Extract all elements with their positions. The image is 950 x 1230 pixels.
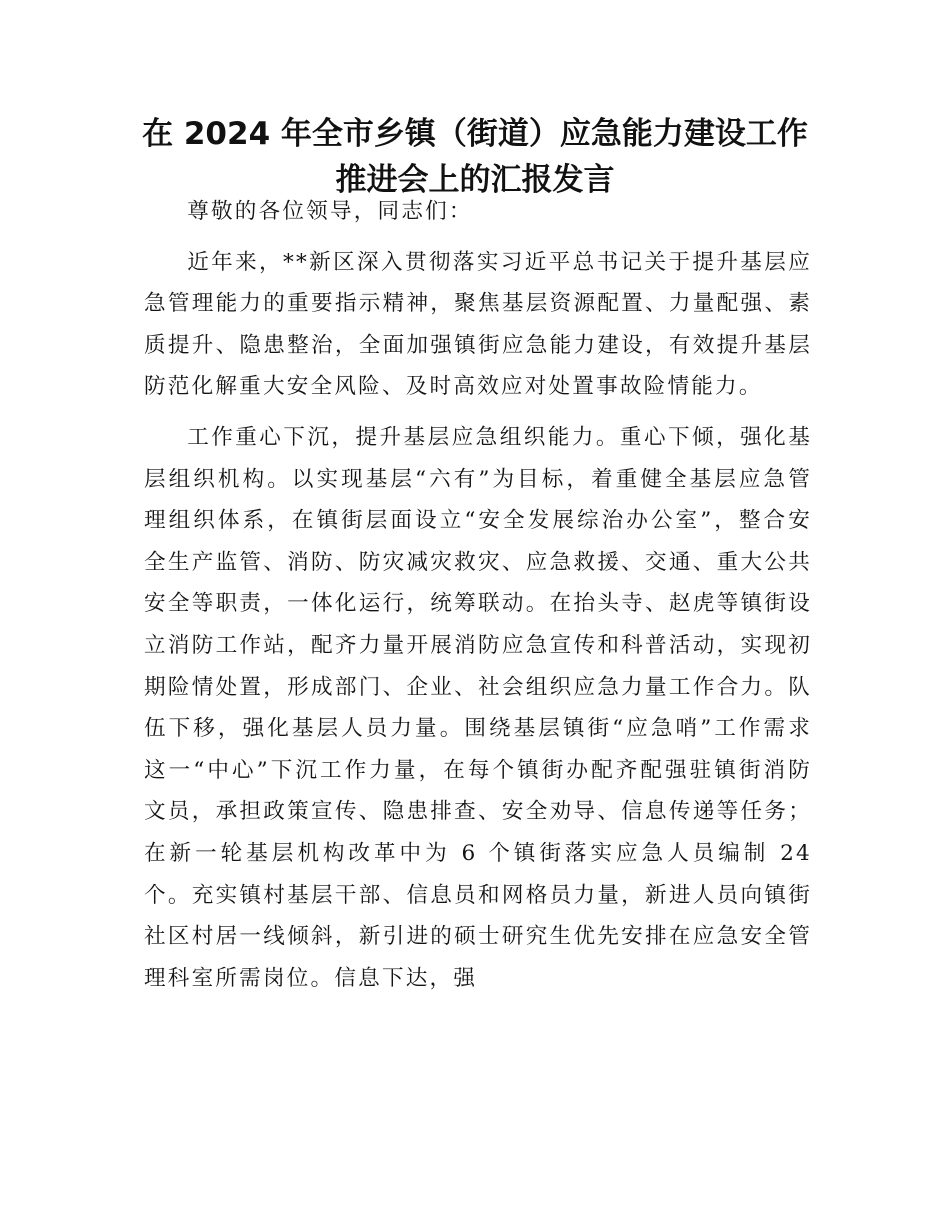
paragraph-organization: 工作重心下沉，提升基层应急组织能力。重心下倾，强化基层组织机构。以实现基层“六有”为目标，着重健全基层应急管理组织体系，在镇街层面设立“安全发展综治办公室”，整合安全生产监管、消防、防灾减灾救灾、应急救援、交通、重大公共安全等职责，一体化运行，统筹联动。在抬头寺、赵虎等镇街设立消防工作站，配齐力量开展消防应急宣传和科普活动，实现初期险情处置，形成部门、企业、社会组织应急力量工作合力。队伍下移，强化基层人员力量。围绕基层镇街“应急哨”工作需求这一“中心”下沉工作力量，在每个镇街办配齐配强驻镇街消防文员，承担政策宣传、隐患排查、安全劝导、信息传递等任务；在新一轮基层机构改革中为 6 个镇街落实应急人员编制 24 个。充实镇村基层干部、信息员和网格员力量，新进人员向镇街社区村居一线倾斜，新引进的硕士研究生优先安排在应急安全管理科室所需岗位。信息下达，强 (144, 424, 812, 991)
paragraph-intro: 近年来，**新区深入贯彻落实习近平总书记关于提升基层应急管理能力的重要指示精神，聚焦基层资源配置、力量配强、素质提升、隐患整治，全面加强镇街应急能力建设，有效提升基层防范化解重大安全风险、及时高效应对处置事故险情能力。 (144, 249, 812, 400)
document-title-line-1: 在 2024 年全市乡镇（街道）应急能力建设工作 (142, 116, 808, 152)
document-title-line-2: 推进会上的汇报发言 (335, 162, 615, 198)
document-body (144, 191, 812, 999)
salutation: 尊敬的各位领导，同志们： (187, 199, 473, 224)
